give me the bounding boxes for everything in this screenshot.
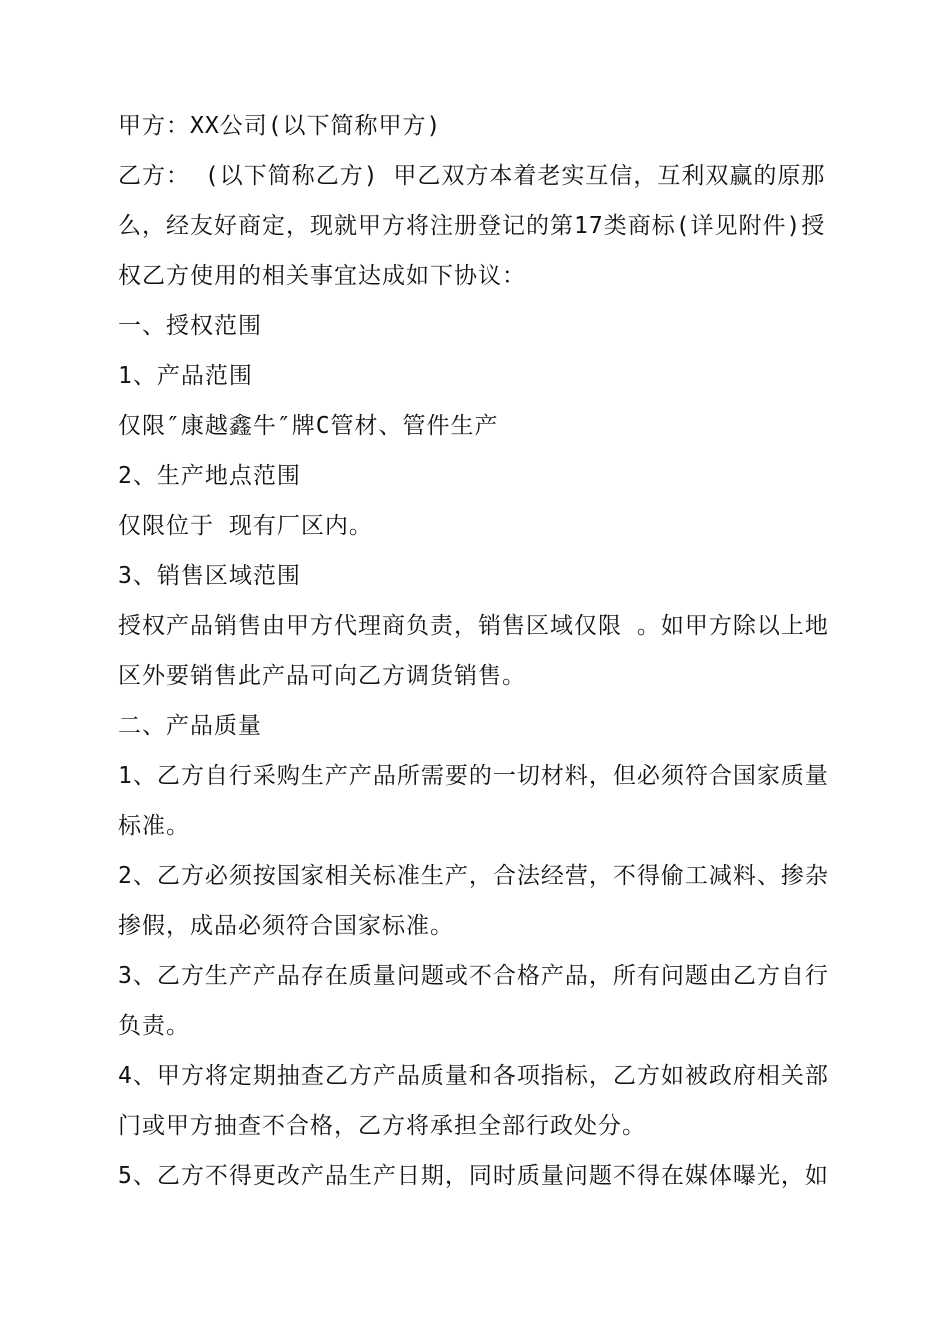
- party-a-line: 甲方：XX公司(以下简称甲方): [118, 113, 442, 139]
- sales-region-text-1: 授权产品销售由甲方代理商负责，销售区域仅限 。如甲方除以上地: [118, 613, 829, 639]
- section-heading-authorization-scope: 一、授权范围: [118, 313, 262, 339]
- quality-clause-2-line-1: 2、乙方必须按国家相关标准生产，合法经营，不得偷工减料、掺杂: [118, 863, 829, 889]
- section-heading-product-quality: 二、产品质量: [118, 713, 262, 739]
- sales-region-text-2: 区外要销售此产品可向乙方调货销售。: [118, 663, 526, 689]
- product-scope-text: 仅限″康越鑫牛″牌C管材、管件生产: [118, 413, 499, 439]
- quality-clause-1-line-1: 1、乙方自行采购生产产品所需要的一切材料，但必须符合国家质量: [118, 763, 829, 789]
- quality-clause-4-line-2: 门或甲方抽查不合格，乙方将承担全部行政处分。: [118, 1113, 646, 1139]
- preamble-line-2: 么，经友好商定，现就甲方将注册登记的第17类商标(详见附件)授: [118, 213, 826, 239]
- party-b-line: 乙方： (以下简称乙方) 甲乙双方本着老实互信，互利双赢的原那: [118, 163, 826, 189]
- preamble-line-3: 权乙方使用的相关事宜达成如下协议：: [118, 263, 526, 289]
- quality-clause-3-line-1: 3、乙方生产产品存在质量问题或不合格产品，所有问题由乙方自行: [118, 963, 829, 989]
- quality-clause-1-line-2: 标准。: [118, 813, 190, 839]
- subheading-sales-region: 3、销售区域范围: [118, 563, 301, 589]
- production-location-text: 仅限位于 现有厂区内。: [118, 513, 373, 539]
- subheading-product-scope: 1、产品范围: [118, 363, 253, 389]
- quality-clause-3-line-2: 负责。: [118, 1013, 190, 1039]
- subheading-production-location: 2、生产地点范围: [118, 463, 301, 489]
- quality-clause-4-line-1: 4、甲方将定期抽查乙方产品质量和各项指标，乙方如被政府相关部: [118, 1063, 829, 1089]
- quality-clause-2-line-2: 掺假，成品必须符合国家标准。: [118, 913, 454, 939]
- quality-clause-5-line-1: 5、乙方不得更改产品生产日期，同时质量问题不得在媒体曝光，如: [118, 1163, 829, 1189]
